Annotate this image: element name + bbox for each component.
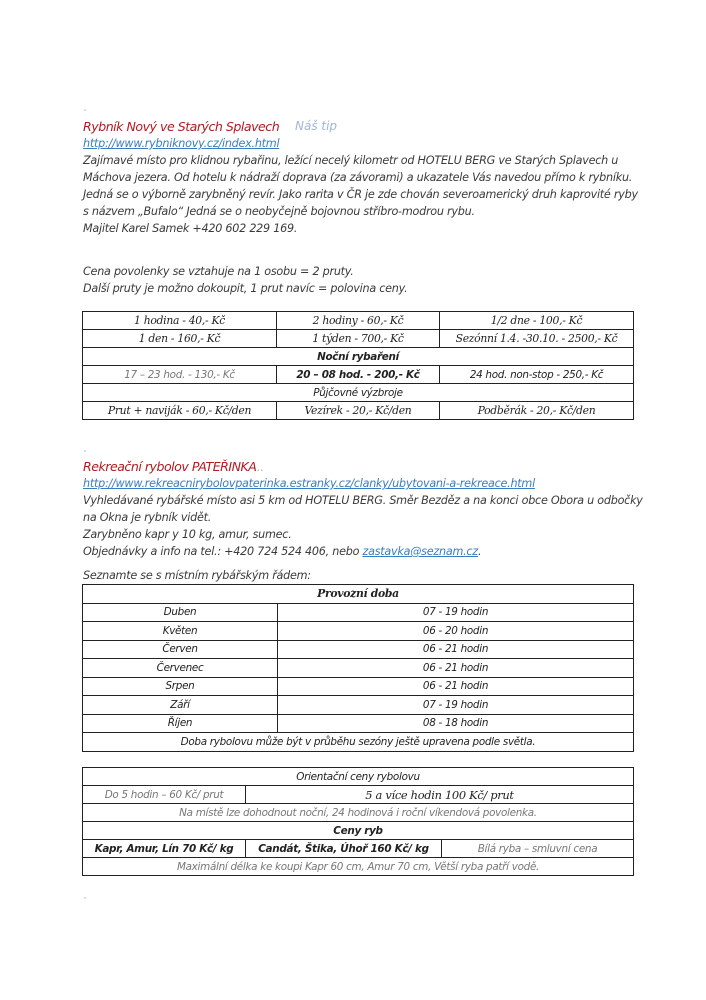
table-row [83, 640, 634, 659]
table-row [83, 603, 634, 622]
decorative-dot [84, 450, 86, 452]
table-row [83, 384, 634, 402]
month-cell: Říjen [83, 714, 278, 733]
decorative-dot [84, 897, 86, 899]
table-row [83, 677, 634, 696]
section1-paragraph-line: Zajímavé místo pro klidnou rybařinu, ležící necelý kilometr od HOTELU BERG ve Starých Splavech u [83, 154, 619, 167]
hours-footer: Doba rybolovu může být v průběhu sezóny ještě upravena podle světla. [83, 733, 634, 752]
fishing-prices-table [82, 767, 634, 876]
hours-table [82, 584, 634, 752]
month-cell: Květen [83, 622, 278, 641]
table-row [83, 733, 634, 752]
month-cell: Srpen [83, 677, 278, 696]
table-row [83, 696, 634, 715]
section1-heading-text: Rybník Nový ve Starých Splavech [83, 119, 280, 134]
heading-trail: .. [256, 459, 264, 474]
price-table [82, 311, 634, 420]
table-row [83, 330, 634, 348]
price-cell: Do 5 hodin – 60 Kč/ prut [83, 786, 246, 804]
table-row [83, 822, 634, 840]
prices-header: Orientační ceny rybolovu [83, 768, 634, 786]
table-row [83, 585, 634, 604]
section1-paragraph-line: Jedná se o výborně zarybněný revír. Jako rarita v ČR je zde chován severoamerický druh kaprovité ryby [83, 188, 638, 201]
price-cell: Sezónní 1.4. -30.10. - 2500,- Kč [440, 330, 634, 348]
section2-heading-text: Rekreační rybolov PATEŘINKA [83, 459, 257, 474]
hours-cell: 06 - 21 hodin [278, 677, 634, 696]
permit-note: Další pruty je možno dokoupit, 1 prut navíc = polovina ceny. [83, 282, 408, 295]
fish-price-cell: Bílá ryba – smluvní cena [442, 840, 634, 858]
table-row [83, 858, 634, 876]
section1-paragraph-line: s názvem „Bufalo“ Jedná se o neobyčejně bojovnou stříbro-modrou rybu. [83, 205, 475, 218]
fish-prices-header: Ceny ryb [83, 822, 634, 840]
contact-prefix: Objednávky a info na tel.: +420 724 524 406, nebo [83, 545, 363, 558]
price-cell: 20 – 08 hod. - 200,- Kč [277, 366, 440, 384]
hours-cell: 08 - 18 hodin [278, 714, 634, 733]
month-cell: Červenec [83, 659, 278, 678]
price-cell: 1 den - 160,- Kč [83, 330, 277, 348]
price-cell: 24 hod. non-stop - 250,- Kč [440, 366, 634, 384]
table-row [83, 768, 634, 786]
decorative-dot [84, 109, 86, 111]
hours-cell: 07 - 19 hodin [278, 696, 634, 715]
table-row [83, 786, 634, 804]
section1-paragraph-line: Máchova jezera. Od hotelu k nádraží doprava (za závorami) a ukazatele Vás navedou přímo k rybníku. [83, 171, 633, 184]
table-row [83, 840, 634, 858]
price-cell: 1 týden - 700,- Kč [277, 330, 440, 348]
contact-suffix: . [477, 545, 482, 558]
fish-price-cell: Candát, Štika, Úhoř 160 Kč/ kg [246, 840, 442, 858]
hours-cell: 06 - 21 hodin [278, 640, 634, 659]
month-cell: Duben [83, 603, 278, 622]
permit-note-cell: Na místě lze dohodnout noční, 24 hodinová i roční víkendová povolenka. [83, 804, 634, 822]
price-cell: Podběrák - 20,- Kč/den [440, 402, 634, 420]
permit-note: Cena povolenky se vztahuje na 1 osobu = 2 pruty. [83, 265, 354, 278]
table-row [83, 714, 634, 733]
price-cell: 2 hodiny - 60,- Kč [277, 312, 440, 330]
price-cell: Vezírek - 20,- Kč/den [277, 402, 440, 420]
section2-paragraph-line: na Okna je rybník vidět. [83, 511, 212, 524]
hours-header: Provozní doba [83, 585, 634, 604]
rental-header: Půjčovné výzbroje [83, 384, 634, 402]
section2-heading [83, 458, 264, 475]
night-fishing-header: Noční rybaření [83, 348, 634, 366]
price-cell: 17 – 23 hod. - 130,- Kč [83, 366, 277, 384]
contact-line [83, 543, 481, 560]
price-cell: Prut + naviják - 60,- Kč/den [83, 402, 277, 420]
month-cell: Září [83, 696, 278, 715]
table-row [83, 622, 634, 641]
hours-cell: 06 - 20 hodin [278, 622, 634, 641]
email-link[interactable]: zastavka@seznam.cz [362, 545, 478, 558]
price-cell: 1/2 dne - 100,- Kč [440, 312, 634, 330]
section2-url-link[interactable]: http://www.rekreacnirybolovpaterinka.estranky.cz/clanky/ubytovani-a-rekreace.html [83, 477, 535, 490]
month-cell: Červen [83, 640, 278, 659]
tip-label: Náš tip [295, 119, 338, 133]
hours-cell: 06 - 21 hodin [278, 659, 634, 678]
section1-heading [83, 118, 483, 135]
section2-paragraph-line: Vyhledávané rybářské místo asi 5 km od HOTELU BERG. Směr Bezděz a na konci obce Obora u odbočky [83, 494, 643, 507]
table-row [83, 804, 634, 822]
price-cell: 1 hodina - 40,- Kč [83, 312, 277, 330]
table-row [83, 312, 634, 330]
owner-contact: Majitel Karel Samek +420 602 229 169. [83, 222, 298, 235]
section2-paragraph-line: Zarybněno kapr y 10 kg, amur, sumec. [83, 528, 292, 541]
table-row [83, 402, 634, 420]
table-row [83, 366, 634, 384]
table-row [83, 348, 634, 366]
max-length-note: Maximální délka ke koupi Kapr 60 cm, Amur 70 cm, Větší ryba patří vodě. [83, 858, 634, 876]
table-row [83, 659, 634, 678]
hours-cell: 07 - 19 hodin [278, 603, 634, 622]
price-cell: 5 a více hodin 100 Kč/ prut [246, 786, 634, 804]
rules-intro: Seznamte se s místním rybářským řádem: [83, 569, 311, 582]
fish-price-cell: Kapr, Amur, Lín 70 Kč/ kg [83, 840, 246, 858]
section1-url-link[interactable]: http://www.rybniknovy.cz/index.html [83, 137, 280, 150]
